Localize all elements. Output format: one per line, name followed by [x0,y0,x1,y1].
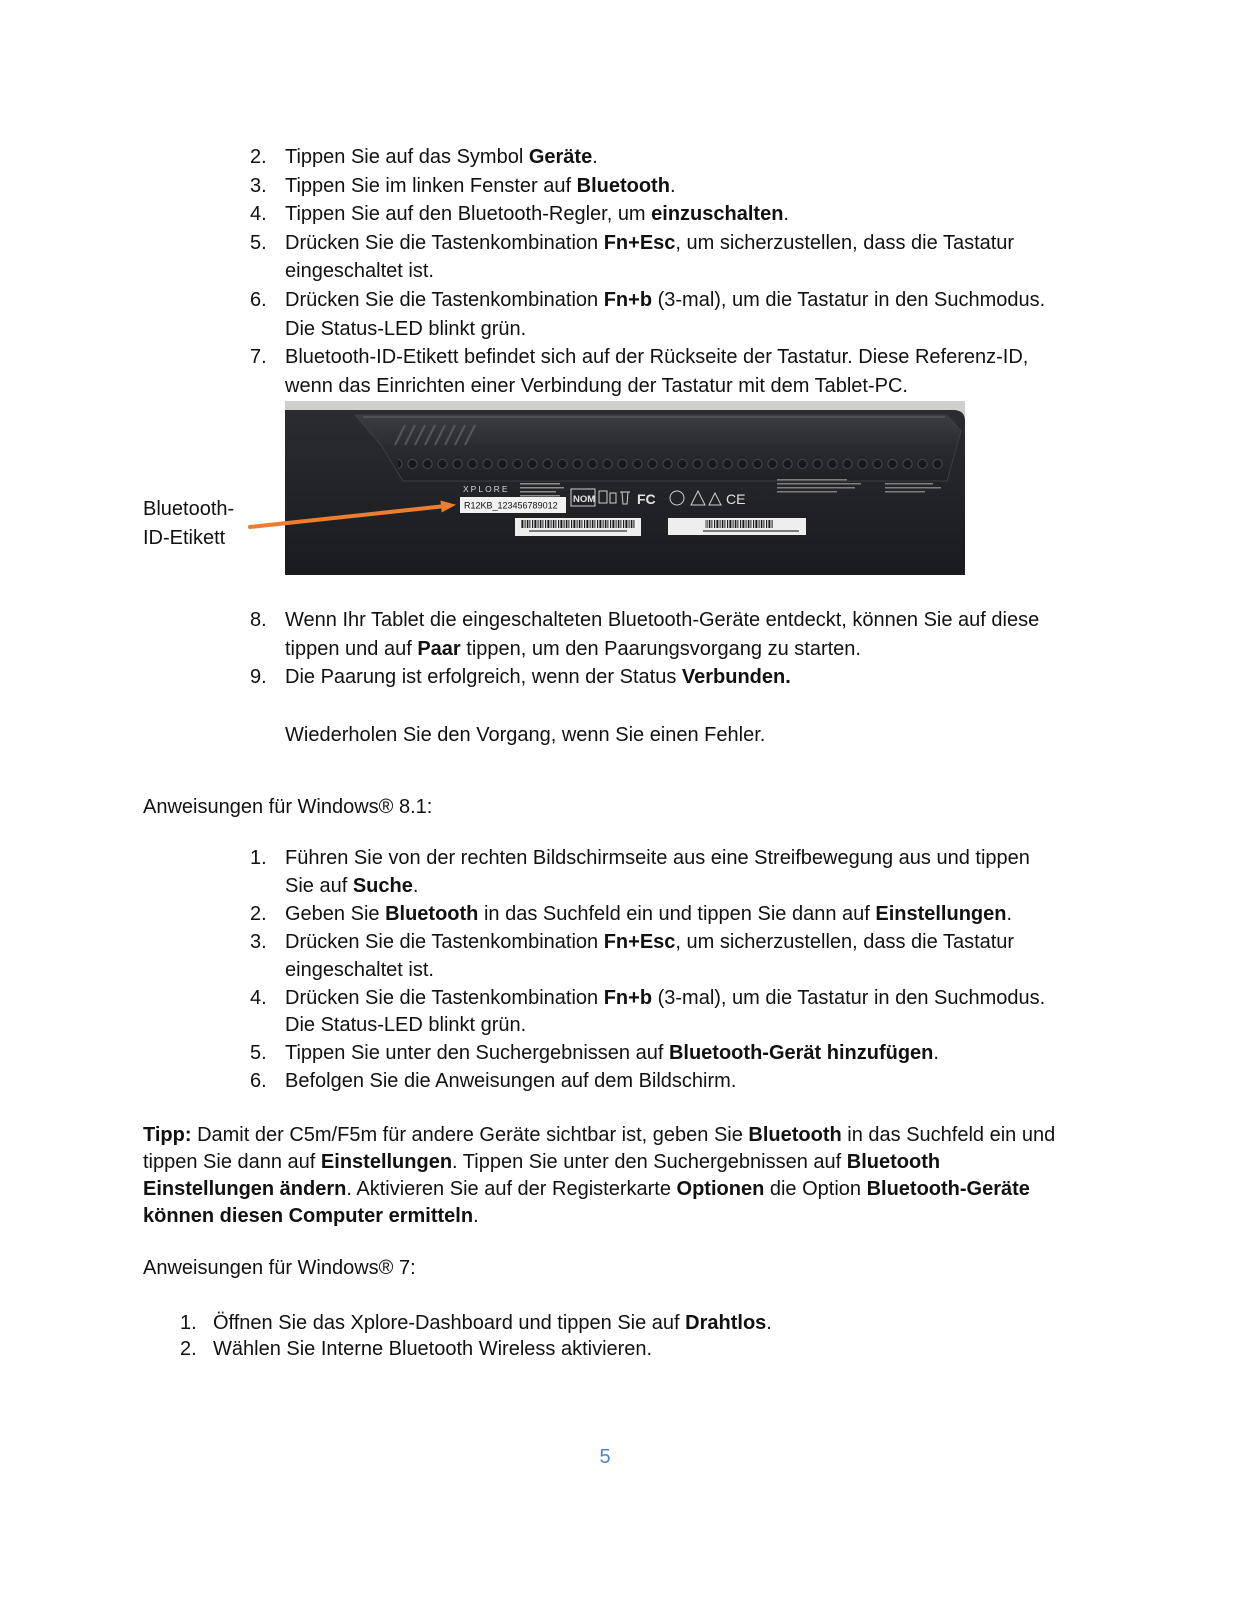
text-run: Bluetooth-ID-Etikett befindet sich auf der Rückseite der Tastatur. Diese Referenz-ID, [285,346,1029,369]
callout-line: ID-Etikett [143,527,226,549]
list-item [250,845,1045,901]
text-run: Die Paarung ist erfolgreich, wenn der Status [285,666,682,689]
text-run: Öffnen Sie das Xplore-Dashboard und tippen Sie auf [213,1312,686,1334]
list-item [250,663,1039,692]
text-run: Tippen Sie im linken Fenster auf [285,174,577,197]
list-item [250,343,1045,400]
text-line [285,200,1045,229]
text-run: . [412,874,419,897]
step-number: 5. [250,231,267,254]
text-run: die Option [764,1178,867,1200]
ce-mark: CE [726,491,746,507]
step-text [213,1310,772,1336]
text-run: . Aktivieren Sie auf der Registerkarte [346,1178,677,1200]
bold-text: Optionen [676,1178,765,1200]
text-run: wenn das Einrichten einer Verbindung der Tastatur mit dem Tablet-PC. [285,374,908,397]
step-number: 7. [250,346,267,369]
step-text [285,343,1045,400]
list-item [180,1310,772,1336]
text-line [143,1203,1055,1230]
list-item [250,172,1045,201]
text-run: . [669,174,676,197]
step-number: 2. [250,146,267,168]
text-line [285,1068,1045,1096]
list-item [250,606,1039,663]
brand-logo: XPLORE [463,484,510,494]
bold-text: einzuschalten [651,203,784,226]
text-run: Führen Sie von der rechten Bildschirmseite aus eine Streifbewegung aus und tippen [285,847,1030,869]
barcode-2-caption [703,530,799,532]
bold-text: Fn+Esc [603,930,676,953]
text-run: Drücken Sie die Tastenkombination [285,288,604,311]
text-line [285,1040,1045,1068]
text-line [143,1176,1055,1203]
arrow-head [441,501,457,513]
text-run: . [783,203,789,226]
windows-7-heading: Anweisungen für Windows® 7: [143,1257,416,1279]
text-line [285,372,1045,401]
text-line [285,1012,1045,1040]
keyboard-ridge [355,415,961,481]
list-item [180,1336,772,1362]
list-item [250,286,1045,343]
bold-text: Verbunden. [681,666,791,689]
text-line [285,143,1045,172]
step-text [285,901,1045,929]
text-run: Die Status-LED blinkt grün. [285,317,527,340]
bold-text: Einstellungen [875,902,1007,925]
list-item [250,229,1045,286]
text-run: (3-mal), um die Tastatur in den Suchmodus. [652,288,1046,311]
text-run: . [592,146,598,168]
pairing-steps-list [250,143,1045,400]
text-line [285,957,1045,985]
text-line [285,901,1045,929]
bold-text: Fn+Esc [603,231,676,254]
text-run: . Tippen Sie unter den Suchergebnissen auf [452,1151,847,1173]
keyboard-back-photo [285,401,965,575]
text-run: Drücken Sie die Tastenkombination [285,930,604,953]
step-text [285,663,1039,692]
text-run: tippen, um den Paarungsvorgang zu starten. [460,637,861,660]
step-number: 4. [250,986,267,1009]
step-number: 1. [250,847,267,869]
text-run: tippen Sie dann auf [143,1151,321,1173]
callout-arrow [240,490,470,540]
fcc-mark: FC [637,491,656,507]
pairing-steps-list-continued [250,606,1039,692]
bold-text: können diesen Computer ermitteln [143,1205,474,1227]
text-line [285,929,1045,957]
barcode-1 [521,520,635,528]
bold-text: Bluetooth [846,1151,941,1173]
step-number: 1. [180,1312,197,1334]
text-line [285,315,1045,344]
text-run: . [473,1205,479,1227]
retry-note: Wiederholen Sie den Vorgang, wenn Sie einen Fehler. [285,724,766,746]
windows-81-heading: Anweisungen für Windows® 8.1: [143,796,433,818]
barcode-2 [705,520,773,528]
text-line [285,635,1039,664]
text-line [285,985,1045,1013]
text-run: . [933,1042,939,1065]
text-line [285,257,1045,286]
step-number: 9. [250,666,267,689]
text-run: Tippen Sie auf den Bluetooth-Regler, um [285,203,652,226]
step-text [285,286,1045,343]
text-line [213,1310,772,1336]
tip-paragraph [143,1122,1055,1230]
text-line [285,845,1045,873]
list-item [250,1068,1045,1096]
step-number: 2. [250,902,267,925]
step-number: 5. [250,1042,267,1065]
text-run: Drücken Sie die Tastenkombination [285,986,604,1009]
text-run: Die Status-LED blinkt grün. [285,1014,527,1037]
text-run: Tippen Sie unter den Suchergebnissen auf [285,1042,669,1065]
text-line [285,286,1045,315]
text-line [285,343,1045,372]
text-run: , um sicherzustellen, dass die Tastatur [675,231,1015,254]
step-number: 2. [180,1338,197,1360]
text-run: Geben Sie [285,902,386,925]
list-item [250,929,1045,985]
arrow-shaft [250,507,441,528]
step-number: 6. [250,1070,267,1093]
text-run: Wenn Ihr Tablet die eingeschalteten Bluetooth-Geräte entdeckt, können Sie auf diese [285,609,1040,631]
text-line [285,873,1045,901]
bold-text: Einstellungen [320,1151,453,1173]
bold-text: Suche [352,874,413,897]
text-line [285,229,1045,258]
bold-text: Fn+b [603,986,653,1009]
step-number: 3. [250,930,267,953]
text-run: Wählen Sie Interne Bluetooth Wireless aktivieren. [213,1338,653,1360]
text-line [143,1122,1055,1149]
text-run: Tippen Sie auf das Symbol [285,146,529,168]
text-run: Drücken Sie die Tastenkombination [285,231,604,254]
callout-label [143,495,234,553]
windows-7-steps-list [180,1310,772,1362]
bold-text: Bluetooth [385,902,479,925]
bold-text: Paar [417,637,461,660]
step-text [285,200,1045,229]
list-item [250,143,1045,172]
text-line [213,1336,772,1362]
bold-text: Bluetooth [576,174,670,197]
text-run: in das Suchfeld ein und tippen Sie dann auf [478,902,876,925]
bold-text: Fn+b [603,288,653,311]
bold-text: Bluetooth-Geräte [866,1178,1030,1200]
step-number: 3. [250,174,267,197]
text-run: tippen und auf [285,637,418,660]
step-text [285,929,1045,985]
bold-text: Drahtlos [685,1312,767,1334]
bold-text: Bluetooth-Gerät hinzufügen [668,1042,934,1065]
text-run: (3-mal), um die Tastatur in den Suchmodus. [652,986,1046,1009]
list-item [250,985,1045,1041]
bold-text: Geräte [528,146,593,168]
page-number: 5 [599,1446,611,1468]
text-line [285,663,1039,692]
bluetooth-id-text: R12KB_123456789012 [464,500,558,511]
text-line [285,172,1045,201]
dimple-row [398,456,943,470]
step-text [213,1336,772,1362]
step-text [285,985,1045,1041]
windows-81-steps-list [250,845,1045,1096]
step-text [285,229,1045,286]
list-item [250,200,1045,229]
barcode-1-caption [529,530,627,532]
step-text [285,143,1045,172]
step-number: 6. [250,288,267,311]
text-line [143,1149,1055,1176]
text-run: . [766,1312,772,1334]
text-run: Damit der C5m/F5m für andere Geräte sichtbar ist, geben Sie [191,1124,749,1146]
step-number: 4. [250,203,267,226]
step-text [285,845,1045,901]
list-item [250,1040,1045,1068]
step-text [285,1068,1045,1096]
step-text [285,606,1039,663]
callout-line: Bluetooth- [143,498,235,520]
text-line [285,606,1039,635]
bold-text: Tipp: [143,1124,192,1146]
nom-mark: NOM [573,494,596,505]
bold-text: Einstellungen ändern [143,1178,347,1200]
text-run: in das Suchfeld ein und [841,1124,1056,1146]
text-run: . [1006,902,1013,925]
text-run: , um sicherzustellen, dass die Tastatur [675,930,1015,953]
list-item [250,901,1045,929]
text-run: eingeschaltet ist. [285,958,434,981]
step-text [285,172,1045,201]
step-text [285,1040,1045,1068]
text-run: eingeschaltet ist. [285,260,434,283]
bold-text: Bluetooth [748,1124,842,1146]
text-run: Sie auf [285,874,353,897]
step-number: 8. [250,609,267,631]
text-run: Befolgen Sie die Anweisungen auf dem Bildschirm. [285,1070,737,1093]
